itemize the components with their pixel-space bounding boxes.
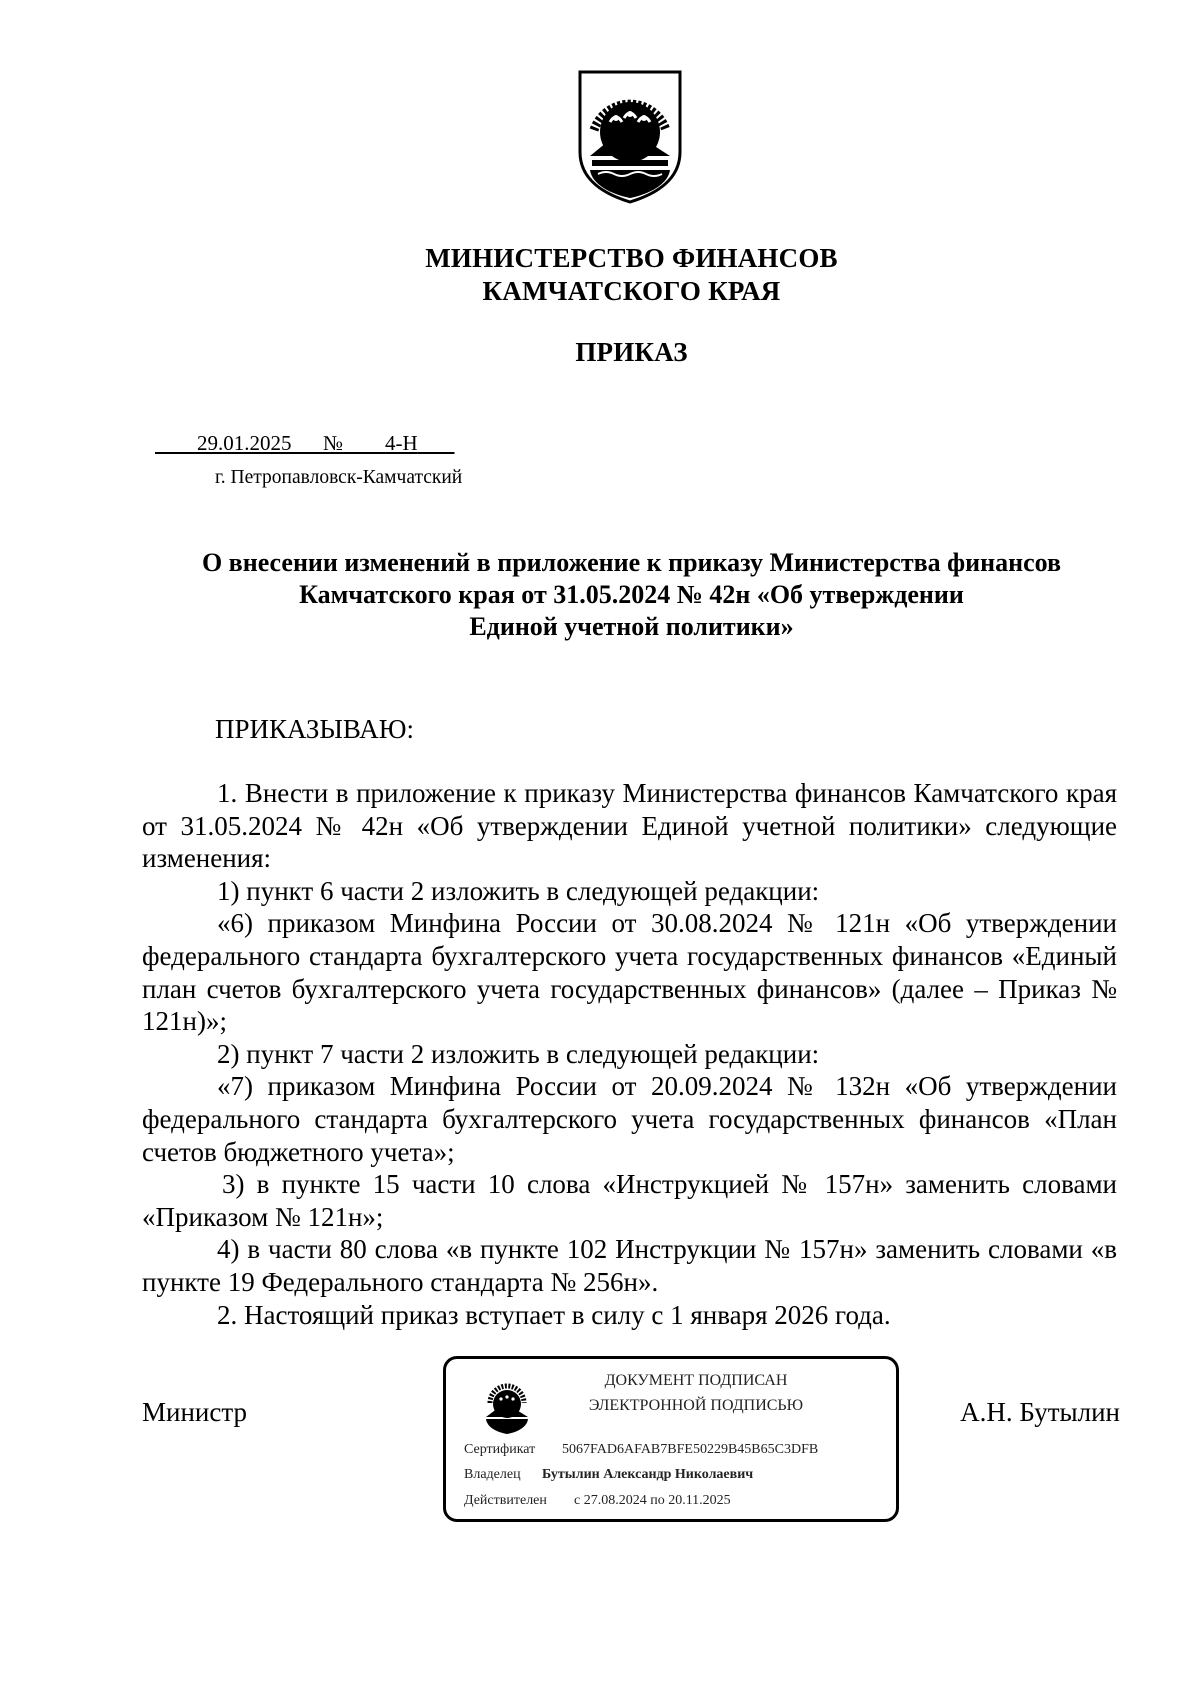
stamp-validity-row xyxy=(464,1492,731,1510)
stamp-title-line2: ЭЛЕКТРОННОЙ ПОДПИСЬЮ xyxy=(588,1397,804,1414)
body-paragraph-7: 4) в части 80 слова «в пункте 102 Инструкции № 157н» заменить словами «в пункте 19 Федерального стандарта № 256н». xyxy=(142,1234,1117,1297)
body-paragraph-2: 1) пункт 6 части 2 изложить в следующей редакции: xyxy=(217,875,820,906)
body-paragraph-5: «7) приказом Минфина России от 20.09.2024 № 132н «Об утверждении федерального стандарта бухгалтерского учета государственных финансов «План счетов бюджетного учета»; xyxy=(142,1071,1117,1167)
stamp-validity-value: с 27.08.2024 по 20.11.2025 xyxy=(574,1493,731,1508)
body-paragraph-1: 1. Внести в приложение к приказу Министерства финансов Камчатского края от 31.05.2024 № 42н «Об утверждении Единой учетной политики» следующие изменения: xyxy=(142,778,1117,874)
body-paragraph-8: 2. Настоящий приказ вступает в силу с 1 января 2026 года. xyxy=(217,1299,891,1330)
electronic-signature-stamp xyxy=(443,1356,899,1522)
stamp-certificate-row xyxy=(464,1441,818,1459)
order-body xyxy=(142,777,1117,1331)
stamp-owner-row xyxy=(464,1466,753,1484)
ministry-name-line2: КАМЧАТСКОГО КРАЯ xyxy=(482,276,781,306)
ministry-name-line1: МИНИСТЕРСТВО ФИНАНСОВ xyxy=(425,243,838,273)
body-paragraph-4: 2) пункт 7 части 2 изложить в следующей редакции: xyxy=(217,1038,820,1069)
stamp-owner-value: Бутылин Александр Николаевич xyxy=(542,1467,754,1482)
stamp-certificate-label: Сертификат xyxy=(464,1442,536,1457)
stamp-certificate-value: 5067FAD6AFAB7BFE50229B45B65C3DFB xyxy=(562,1442,819,1457)
kamchatka-coat-of-arms-icon xyxy=(576,68,684,204)
signatory-name: А.Н. Бутылин xyxy=(960,1397,1120,1427)
signatory-position: Министр xyxy=(142,1397,247,1427)
body-paragraph-3: «6) приказом Минфина России от 30.08.2024 № 121н «Об утверждении федерального стандарта бухгалтерского учета государственных финансов «Единый план счетов бухгалтерского учета государственных финансов» (далее – Приказ № 121н)»; xyxy=(142,908,1117,1037)
order-directive-word: ПРИКАЗЫВАЮ: xyxy=(215,714,414,744)
subject-line2: Камчатского края от 31.05.2024 № 42н «Об утверждении xyxy=(299,580,964,609)
document-type-title: ПРИКАЗ xyxy=(575,337,688,367)
order-date: 29.01.2025 xyxy=(197,431,292,455)
order-number-sign: № xyxy=(323,431,344,455)
subject-line3: Единой учетной политики» xyxy=(469,612,794,641)
stamp-validity-label: Действителен xyxy=(464,1493,547,1508)
stamp-coat-of-arms-icon xyxy=(482,1375,532,1435)
order-date-number-line xyxy=(155,430,454,456)
order-city: г. Петропавловск-Камчатский xyxy=(215,467,463,488)
stamp-title-line1: ДОКУМЕНТ ПОДПИСАН xyxy=(604,1372,788,1389)
order-number: 4-Н xyxy=(385,431,418,455)
order-subject-heading xyxy=(130,547,1133,643)
body-paragraph-6: 3) в пункте 15 части 10 слова «Инструкцией № 157н» заменить словами «Приказом № 121н»; xyxy=(142,1169,1117,1232)
stamp-owner-label: Владелец xyxy=(464,1467,521,1482)
subject-line1: О внесении изменений в приложение к приказу Министерства финансов xyxy=(201,548,1062,577)
